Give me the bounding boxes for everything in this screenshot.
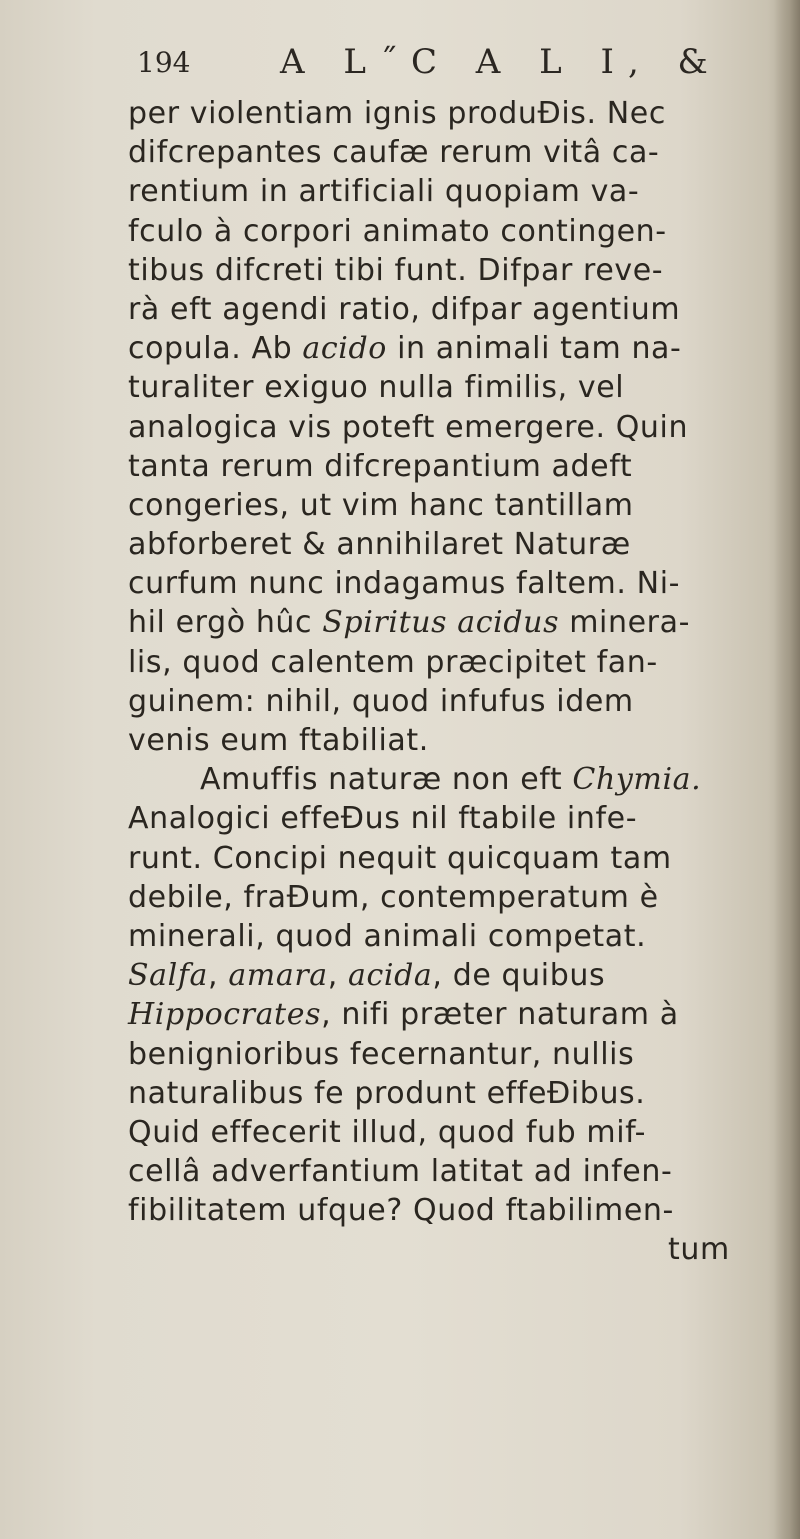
text-run: fculo à corpori animato contingen- — [128, 213, 667, 249]
running-head: A L˝C A L I, & — [280, 42, 722, 82]
italic-phrase: amara — [228, 958, 328, 994]
text-run: guinem: nihil, quod infufus idem — [128, 683, 634, 719]
text-line — [128, 290, 778, 329]
text-run: analogica vis poteft emergere. Quin — [128, 409, 689, 445]
text-run: hil ergò hûc — [128, 605, 323, 641]
text-run: rà eft agendi ratio, difpar agentium — [128, 291, 681, 327]
text-line — [128, 1113, 778, 1152]
text-run: minera- — [559, 605, 691, 641]
text-line — [128, 447, 778, 486]
text-line — [128, 682, 778, 721]
text-line — [128, 878, 778, 917]
text-line — [128, 94, 778, 133]
text-line — [128, 917, 778, 956]
text-run: cellâ adverfantium latitat ad infen- — [128, 1154, 673, 1190]
body-text — [128, 94, 778, 1270]
italic-phrase: Spiritus acidus — [322, 605, 560, 641]
text-line — [128, 172, 778, 211]
text-run: rentium in artificiali quopiam va- — [128, 174, 640, 210]
italic-phrase: acida — [348, 958, 433, 994]
text-run: fibilitatem ufque? Quod ftabilimen- — [128, 1193, 674, 1229]
text-run: Amuffis naturæ non eft — [200, 762, 573, 798]
italic-phrase: Hippocrates — [128, 997, 322, 1033]
text-run: naturalibus fe produnt effeƉibus. — [128, 1075, 646, 1111]
text-run: turaliter exiguo nulla fimilis, vel — [128, 370, 625, 406]
text-run: difcrepantes caufæ rerum vitâ ca- — [128, 135, 660, 171]
text-run: minerali, quod animali competat. — [128, 918, 647, 954]
text-line — [128, 133, 778, 172]
text-run: abforberet & annihilaret Naturæ — [128, 527, 631, 563]
text-line — [128, 329, 778, 368]
text-line — [128, 486, 778, 525]
catchword — [128, 1230, 778, 1269]
text-line — [128, 643, 778, 682]
text-line — [128, 995, 778, 1034]
text-line — [128, 1152, 778, 1191]
text-line — [128, 1074, 778, 1113]
text-run: , — [208, 958, 229, 994]
text-run: Analogici effeƉus nil ftabile infe- — [128, 801, 638, 837]
text-run: copula. Ab — [128, 331, 303, 367]
italic-phrase: Salfa — [128, 958, 209, 994]
text-line — [128, 603, 778, 642]
text-run: , nifi præter naturam à — [321, 997, 679, 1033]
page-number: 194 — [137, 46, 191, 79]
text-line — [128, 1191, 778, 1230]
text-line — [128, 839, 778, 878]
text-run: benignioribus fecernantur, nullis — [128, 1036, 635, 1072]
italic-phrase: Chymia. — [572, 762, 702, 798]
text-run: in animali tam na- — [386, 331, 682, 367]
text-run: venis eum ftabiliat. — [128, 723, 429, 758]
text-line — [128, 799, 778, 838]
text-line — [128, 408, 778, 447]
text-line — [128, 721, 778, 760]
page-header — [0, 42, 800, 90]
text-run: runt. Concipi nequit quicquam tam — [128, 840, 672, 876]
text-line — [128, 564, 778, 603]
text-run: , de quibus — [432, 958, 606, 994]
text-run: tibus difcreti tibi funt. Difpar reve- — [128, 252, 664, 288]
text-line — [128, 212, 778, 251]
text-run: per violentiam ignis produƉis. Nec — [128, 96, 666, 131]
text-run: lis, quod calentem præcipitet fan- — [128, 644, 658, 680]
text-line — [128, 1035, 778, 1074]
text-line — [128, 760, 778, 799]
text-line — [128, 251, 778, 290]
text-line — [128, 956, 778, 995]
text-run: , — [327, 958, 349, 994]
text-line — [128, 525, 778, 564]
text-run: debile, fraƉum, contemperatum è — [128, 879, 659, 915]
text-line — [128, 368, 778, 407]
italic-phrase: acido — [302, 331, 387, 367]
text-run: Quid effecerit illud, quod fub mif- — [128, 1114, 647, 1150]
text-run: tanta rerum difcrepantium adeft — [128, 448, 633, 484]
text-run: tum — [668, 1232, 730, 1268]
text-run: congeries, ut vim hanc tantillam — [128, 487, 634, 523]
text-run: curfum nunc indagamus faltem. Ni- — [128, 566, 681, 602]
